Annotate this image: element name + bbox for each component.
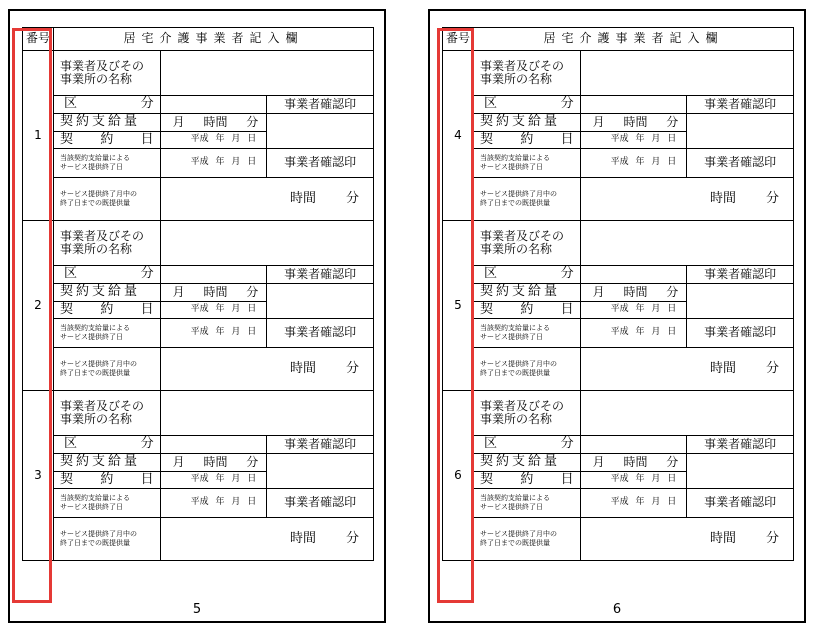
provider-name-label: 事業者及びその 事業所の名称 bbox=[54, 221, 161, 266]
stamp-field[interactable] bbox=[687, 454, 794, 489]
entry-number: 5 bbox=[443, 221, 474, 391]
category-field[interactable] bbox=[160, 96, 267, 114]
entry-block bbox=[23, 221, 374, 391]
stamp-field[interactable] bbox=[267, 114, 374, 149]
entry-block bbox=[443, 391, 794, 561]
service-end-date-label: 当該契約支給量による サービス提供終了日 bbox=[474, 489, 581, 518]
provider-name-label: 事業者及びその 事業所の名称 bbox=[54, 391, 161, 436]
contract-date-field[interactable]: 平成 年 月 日 bbox=[580, 472, 687, 489]
stamp-header: 事業者確認印 bbox=[267, 489, 374, 518]
stamp-header: 事業者確認印 bbox=[687, 436, 794, 454]
entry-block bbox=[443, 51, 794, 221]
category-field[interactable] bbox=[580, 266, 687, 284]
provided-amount-label: サービス提供終了月中の 終了日までの既提供量 bbox=[54, 348, 161, 391]
category-label: 区 分 bbox=[54, 96, 161, 114]
provided-amount-field[interactable]: 時間 分 bbox=[160, 178, 373, 221]
contract-amount-field[interactable]: 月 時間 分 bbox=[160, 284, 267, 302]
contract-date-field[interactable]: 平成 年 月 日 bbox=[160, 302, 267, 319]
contract-date-label: 契 約 日 bbox=[54, 132, 161, 149]
entry-block bbox=[23, 51, 374, 221]
category-label: 区 分 bbox=[474, 266, 581, 284]
service-end-date-label: 当該契約支給量による サービス提供終了日 bbox=[474, 149, 581, 178]
page-number: 6 bbox=[612, 602, 622, 617]
stamp-header: 事業者確認印 bbox=[267, 436, 374, 454]
provided-amount-field[interactable]: 時間 分 bbox=[160, 518, 373, 561]
service-end-date-label: 当該契約支給量による サービス提供終了日 bbox=[474, 319, 581, 348]
contract-date-field[interactable]: 平成 年 月 日 bbox=[160, 132, 267, 149]
form-page-6 bbox=[428, 9, 806, 623]
stamp-field[interactable] bbox=[687, 114, 794, 149]
provided-amount-label: サービス提供終了月中の 終了日までの既提供量 bbox=[54, 178, 161, 221]
contract-date-label: 契 約 日 bbox=[54, 302, 161, 319]
contract-amount-field[interactable]: 月 時間 分 bbox=[580, 114, 687, 132]
entry-number: 1 bbox=[23, 51, 54, 221]
service-end-date-label: 当該契約支給量による サービス提供終了日 bbox=[54, 149, 161, 178]
category-field[interactable] bbox=[160, 266, 267, 284]
form-page-5 bbox=[8, 9, 386, 623]
stamp-header: 事業者確認印 bbox=[687, 266, 794, 284]
section-title: 居宅介護事業者記入欄 bbox=[474, 28, 794, 51]
stamp-header: 事業者確認印 bbox=[267, 96, 374, 114]
provider-name-field[interactable] bbox=[160, 51, 373, 96]
stamp-header: 事業者確認印 bbox=[267, 149, 374, 178]
category-label: 区 分 bbox=[474, 436, 581, 454]
category-label: 区 分 bbox=[54, 266, 161, 284]
contract-date-label: 契 約 日 bbox=[474, 472, 581, 489]
provided-amount-label: サービス提供終了月中の 終了日までの既提供量 bbox=[474, 178, 581, 221]
service-provider-table bbox=[22, 27, 374, 561]
contract-amount-field[interactable]: 月 時間 分 bbox=[580, 454, 687, 472]
stamp-header: 事業者確認印 bbox=[687, 149, 794, 178]
stamp-field[interactable] bbox=[267, 454, 374, 489]
category-field[interactable] bbox=[160, 436, 267, 454]
provided-amount-label: サービス提供終了月中の 終了日までの既提供量 bbox=[474, 348, 581, 391]
service-end-date-field[interactable]: 平成 年 月 日 bbox=[580, 489, 687, 518]
stamp-field[interactable] bbox=[267, 284, 374, 319]
provider-name-label: 事業者及びその 事業所の名称 bbox=[474, 51, 581, 96]
provider-name-field[interactable] bbox=[580, 391, 793, 436]
contract-amount-label: 契約支給量 bbox=[54, 114, 161, 132]
provided-amount-field[interactable]: 時間 分 bbox=[160, 348, 373, 391]
provided-amount-field[interactable]: 時間 分 bbox=[580, 348, 793, 391]
contract-date-label: 契 約 日 bbox=[474, 132, 581, 149]
provided-amount-label: サービス提供終了月中の 終了日までの既提供量 bbox=[474, 518, 581, 561]
category-field[interactable] bbox=[580, 436, 687, 454]
contract-date-label: 契 約 日 bbox=[54, 472, 161, 489]
contract-amount-label: 契約支給量 bbox=[474, 454, 581, 472]
service-end-date-field[interactable]: 平成 年 月 日 bbox=[580, 319, 687, 348]
contract-amount-field[interactable]: 月 時間 分 bbox=[160, 114, 267, 132]
stamp-header: 事業者確認印 bbox=[687, 319, 794, 348]
provider-name-field[interactable] bbox=[160, 221, 373, 266]
provider-name-field[interactable] bbox=[580, 51, 793, 96]
stamp-header: 事業者確認印 bbox=[687, 96, 794, 114]
service-end-date-field[interactable]: 平成 年 月 日 bbox=[580, 149, 687, 178]
provider-name-label: 事業者及びその 事業所の名称 bbox=[474, 221, 581, 266]
provider-name-field[interactable] bbox=[160, 391, 373, 436]
contract-date-field[interactable]: 平成 年 月 日 bbox=[160, 472, 267, 489]
contract-date-field[interactable]: 平成 年 月 日 bbox=[580, 132, 687, 149]
service-end-date-label: 当該契約支給量による サービス提供終了日 bbox=[54, 319, 161, 348]
entry-number: 2 bbox=[23, 221, 54, 391]
number-header: 番号 bbox=[23, 28, 54, 51]
service-end-date-field[interactable]: 平成 年 月 日 bbox=[160, 489, 267, 518]
entry-block bbox=[23, 391, 374, 561]
page-number: 5 bbox=[192, 602, 202, 617]
contract-amount-label: 契約支給量 bbox=[54, 284, 161, 302]
entry-number: 6 bbox=[443, 391, 474, 561]
entry-number: 3 bbox=[23, 391, 54, 561]
stamp-header: 事業者確認印 bbox=[267, 319, 374, 348]
stamp-field[interactable] bbox=[687, 284, 794, 319]
contract-amount-label: 契約支給量 bbox=[54, 454, 161, 472]
entry-block bbox=[443, 221, 794, 391]
provided-amount-label: サービス提供終了月中の 終了日までの既提供量 bbox=[54, 518, 161, 561]
stamp-header: 事業者確認印 bbox=[267, 266, 374, 284]
category-label: 区 分 bbox=[54, 436, 161, 454]
contract-amount-field[interactable]: 月 時間 分 bbox=[580, 284, 687, 302]
category-label: 区 分 bbox=[474, 96, 581, 114]
service-end-date-field[interactable]: 平成 年 月 日 bbox=[160, 149, 267, 178]
contract-amount-label: 契約支給量 bbox=[474, 284, 581, 302]
provided-amount-field[interactable]: 時間 分 bbox=[580, 178, 793, 221]
provided-amount-field[interactable]: 時間 分 bbox=[580, 518, 793, 561]
service-end-date-field[interactable]: 平成 年 月 日 bbox=[160, 319, 267, 348]
provider-name-label: 事業者及びその 事業所の名称 bbox=[474, 391, 581, 436]
service-provider-table bbox=[442, 27, 794, 561]
stamp-header: 事業者確認印 bbox=[687, 489, 794, 518]
category-field[interactable] bbox=[580, 96, 687, 114]
contract-date-field[interactable]: 平成 年 月 日 bbox=[580, 302, 687, 319]
contract-amount-field[interactable]: 月 時間 分 bbox=[160, 454, 267, 472]
contract-date-label: 契 約 日 bbox=[474, 302, 581, 319]
service-end-date-label: 当該契約支給量による サービス提供終了日 bbox=[54, 489, 161, 518]
contract-amount-label: 契約支給量 bbox=[474, 114, 581, 132]
provider-name-label: 事業者及びその 事業所の名称 bbox=[54, 51, 161, 96]
section-title: 居宅介護事業者記入欄 bbox=[54, 28, 374, 51]
entry-number: 4 bbox=[443, 51, 474, 221]
provider-name-field[interactable] bbox=[580, 221, 793, 266]
number-header: 番号 bbox=[443, 28, 474, 51]
